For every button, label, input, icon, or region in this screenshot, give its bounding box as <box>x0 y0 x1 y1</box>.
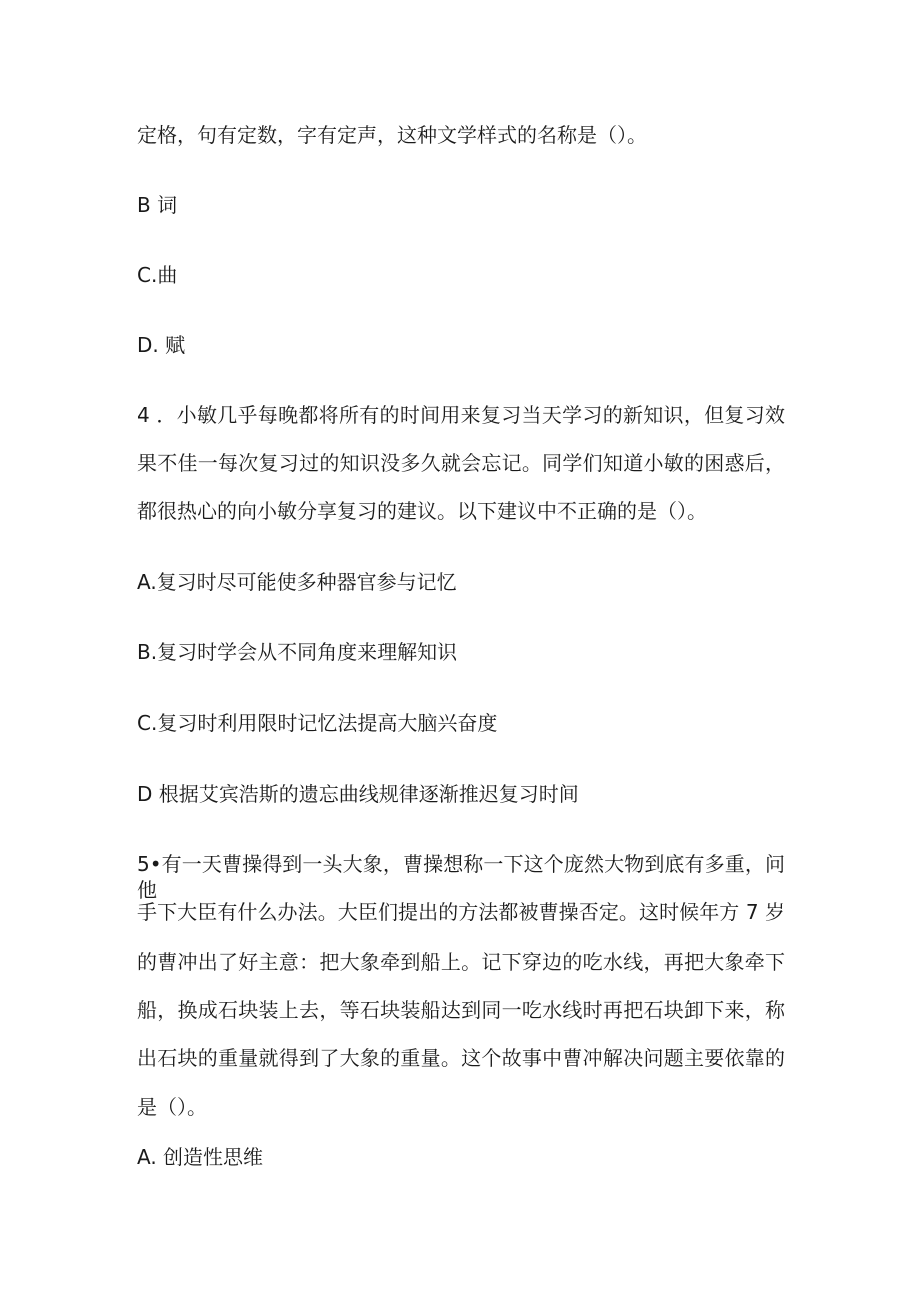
question4-option-a: A.复习时尽可能使多种器官参与记忆 <box>137 570 457 594</box>
question3-stem: 定格，句有定数，字有定声，这种文学样式的名称是（）。 <box>137 123 647 147</box>
question4-stem-line-2: 果不佳一每次复习过的知识没多久就会忘记。同学们知道小敏的困惑后， <box>137 451 785 475</box>
question4-option-b: B.复习时学会从不同角度来理解知识 <box>137 640 458 664</box>
question5-stem-line-6: 是（）。 <box>137 1095 207 1119</box>
question5-stem-line-5: 出石块的重量就得到了大象的重量。这个故事中曹冲解决问题主要依靠的 <box>137 1046 785 1070</box>
question5-stem-line-2: 手下大臣有什么办法。大臣们提出的方法都被曹操否定。这时候年方 7 岁 <box>137 900 785 924</box>
question5-stem-line-1: 5•有一天曹操得到一头大象，曹操想称一下这个庞然大物到底有多重，问他 <box>137 852 785 902</box>
question3-option-c: C.曲 <box>137 263 178 287</box>
question5-stem-line-3: 的曹冲出了好主意：把大象牵到船上。记下穿边的吃水线，再把大象牵下 <box>137 950 785 974</box>
question4-option-d: D 根据艾宾浩斯的遗忘曲线规律逐渐推迟复习时间 <box>137 782 579 806</box>
question5-stem-line-4: 船，换成石块装上去，等石块装船达到同一吃水线时再把石块卸下来，称 <box>137 998 785 1022</box>
question3-option-d: D. 赋 <box>137 333 186 357</box>
question4-stem-line-1: 4 ．小敏几乎每晚都将所有的时间用来复习当天学习的新知识，但复习效 <box>137 403 785 427</box>
question4-stem-line-3: 都很热心的向小敏分享复习的建议。以下建议中不正确的是（）。 <box>137 499 707 523</box>
question3-option-b: B 词 <box>137 193 178 217</box>
question4-option-c: C.复习时利用限时记忆法提高大脑兴奋度 <box>137 711 498 735</box>
question5-option-a: A. 创造性思维 <box>137 1145 264 1169</box>
